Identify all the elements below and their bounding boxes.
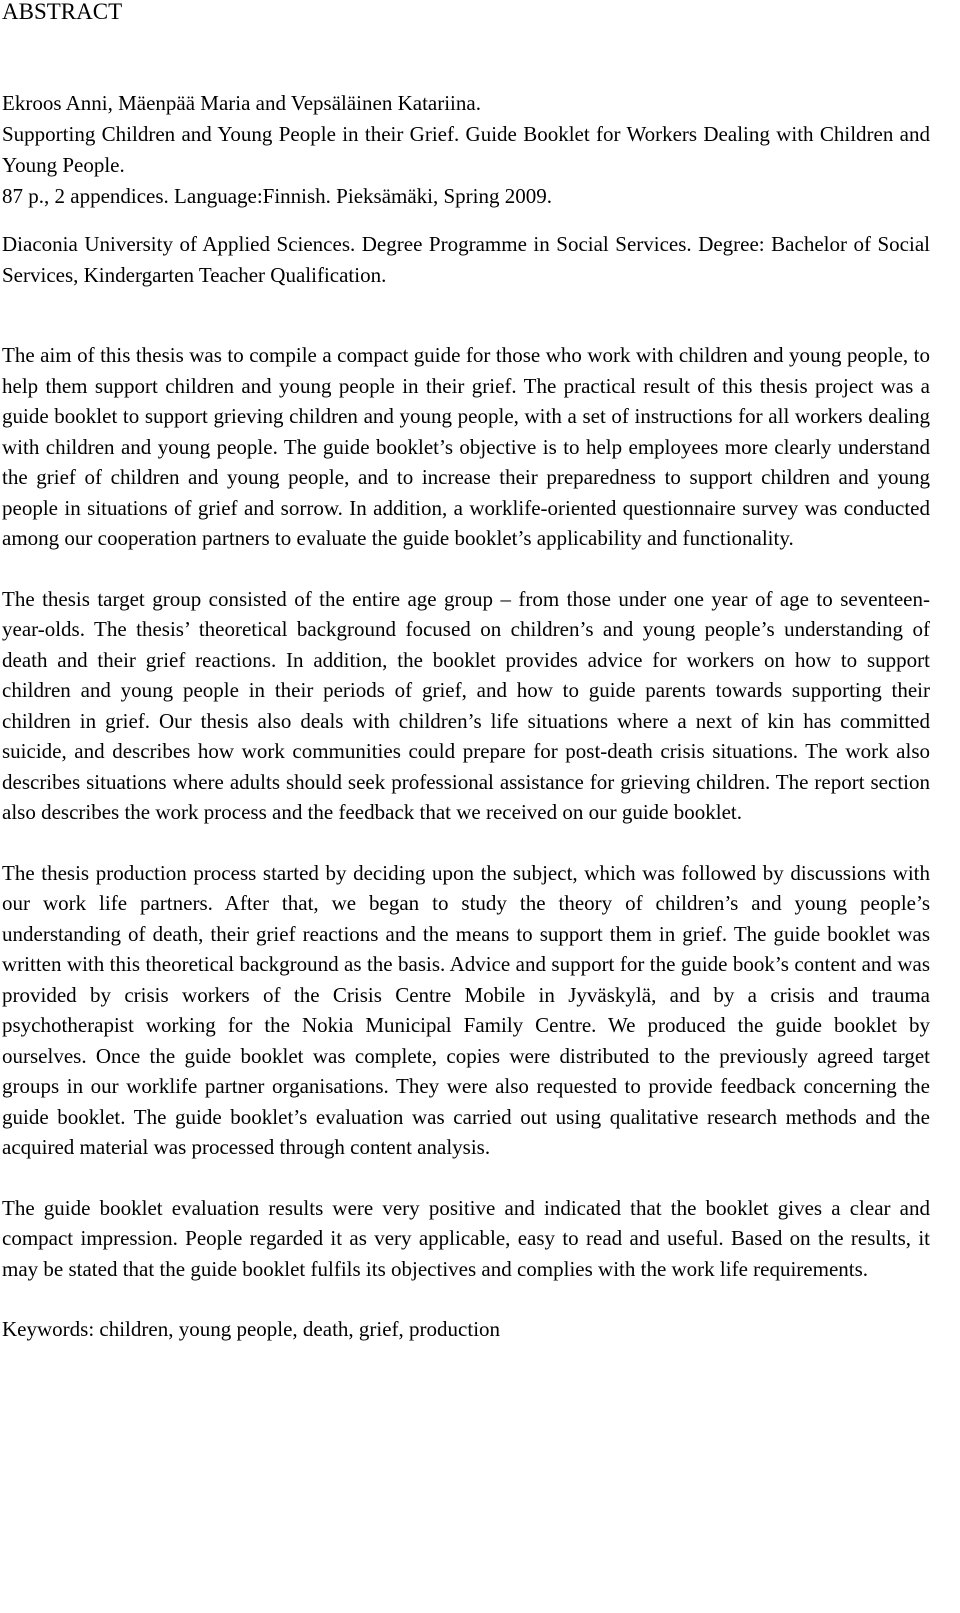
abstract-paragraph: The thesis production process started by deciding upon the subject, which was followed by discussions with our work life partners. After that, we began to study the theory of children’s and young people’s understanding of death, their grief reactions and the means to support them in grief. The guide booklet was written with this theoretical background as the basis. Advice and support for the guide book’s content and was provided by crisis workers of the Crisis Centre Mobile in Jyväskylä, and by a crisis and trauma psychotherapist working for the Nokia Municipal Family Centre. We produced the guide booklet by ourselves. Once the guide booklet was complete, copies were distributed to the previously agreed target groups in our worklife partner organisations. They were also requested to provide feedback concerning the guide booklet. The guide booklet’s evaluation was carried out using qualitative research methods and the acquired material was processed through content analysis.: [2, 860, 930, 1159]
authors-line: Ekroos Anni, Mäenpää Maria and Vepsäläinen Katariina.: [2, 91, 481, 115]
abstract-paragraph: The aim of this thesis was to compile a compact guide for those who work with children and young people, to help them support children and young people in their grief. The practical result of this thesis project was a guide booklet to support grieving children and young people, with a set of instructions for all workers dealing with children and young people. The guide booklet’s objective is to help employees more clearly understand the grief of children and young people, and to increase their preparedness to support children and young people in situations of grief and sorrow. In addition, a worklife-oriented questionnaire survey was conducted among our cooperation partners to evaluate the guide booklet’s applicability and functionality.: [2, 343, 930, 550]
thesis-title: Supporting Children and Young People in their Grief. Guide Booklet for Workers Dealing with Children and Young People.: [2, 122, 930, 177]
abstract-paragraph: The thesis target group consisted of the entire age group – from those under one year of age to seventeen-year-olds. The thesis’ theoretical background focused on children’s and young people’s understanding of death and their grief reactions. In addition, the booklet provides advice for workers on how to support children and young people in their periods of grief, and how to guide parents towards supporting their children in grief. Our thesis also deals with children’s life situations where a next of kin has committed suicide, and describes how work communities could prepare for post-death crisis situations. The work also describes situations where adults should seek professional assistance for grieving children. The report section also describes the work process and the feedback that we received on our guide booklet.: [2, 586, 930, 824]
abstract-paragraph: The guide booklet evaluation results were very positive and indicated that the booklet gives a clear and compact impression. People regarded it as very applicable, easy to read and useful. Based on the results, it may be stated that the guide booklet fulfils its objectives and complies with the work life requirements.: [2, 1195, 930, 1281]
abstract-heading: ABSTRACT: [2, 0, 123, 24]
document-page: [2, 0, 930, 1344]
pages-language-line: 87 p., 2 appendices. Language:Finnish. Pieksämäki, Spring 2009.: [2, 184, 553, 208]
bibliographic-info: [2, 88, 930, 291]
keywords-line: Keywords: children, young people, death, grief, production: [2, 1317, 501, 1341]
institution-degree: Diaconia University of Applied Sciences. Degree Programme in Social Services. Degree: Bachelor of Social Services, Kindergarten Teacher Qualification.: [2, 232, 930, 287]
